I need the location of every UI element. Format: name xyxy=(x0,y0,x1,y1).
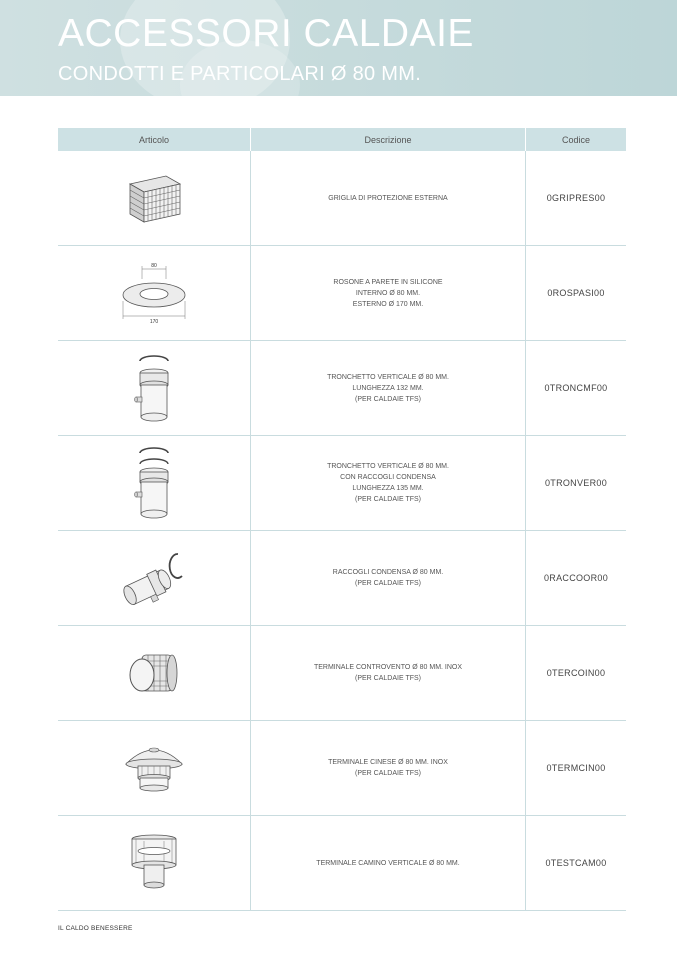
table-row xyxy=(58,341,626,436)
article-code: 0GRIPRES00 xyxy=(526,151,627,246)
description-line: (PER CALDAIE TFS) xyxy=(355,395,421,403)
article-code: 0TERMCIN00 xyxy=(526,721,627,816)
article-code: 0TRONCMF00 xyxy=(526,341,627,436)
article-image-cell xyxy=(58,341,251,436)
vertical-pipe-collector-icon xyxy=(132,444,176,522)
column-header-articolo: Articolo xyxy=(58,128,251,151)
article-description xyxy=(251,626,526,721)
windproof-terminal-icon xyxy=(124,645,184,701)
description-line: TRONCHETTO VERTICALE Ø 80 MM. xyxy=(327,373,449,381)
article-description xyxy=(251,436,526,531)
rosette-icon xyxy=(118,261,190,325)
article-image-cell xyxy=(58,626,251,721)
page-header xyxy=(0,0,677,96)
page-title: ACCESSORI CALDAIE xyxy=(58,12,474,55)
description-line: INTERNO Ø 80 MM. xyxy=(355,289,421,297)
article-description xyxy=(251,816,526,911)
article-image-cell xyxy=(58,436,251,531)
chimney-terminal-icon xyxy=(122,831,186,895)
description-line: TERMINALE CONTROVENTO Ø 80 MM. INOX xyxy=(313,664,463,671)
article-image-cell xyxy=(58,816,251,911)
column-header-descrizione: Descrizione xyxy=(251,128,526,151)
article-code: 0TERCOIN00 xyxy=(526,626,627,721)
description-line: RACCOGLI CONDENSA Ø 80 MM. xyxy=(332,569,444,576)
article-image-cell xyxy=(58,151,251,246)
grille-icon xyxy=(122,170,186,226)
article-description xyxy=(251,531,526,626)
description-line: ROSONE A PARETE IN SILICONE xyxy=(333,278,443,286)
description-line: TERMINALE CAMINO VERTICALE Ø 80 MM. xyxy=(316,859,460,867)
table-row xyxy=(58,246,626,341)
description-line: (PER CALDAIE TFS) xyxy=(355,580,421,587)
description-line: GRIGLIA DI PROTEZIONE ESTERNA xyxy=(328,194,448,202)
article-description xyxy=(251,341,526,436)
article-code: 0TRONVER00 xyxy=(526,436,627,531)
description-line: (PER CALDAIE TFS) xyxy=(355,770,421,777)
table-row xyxy=(58,531,626,626)
article-code: 0RACCOOR00 xyxy=(526,531,627,626)
article-code: 0TESTCAM00 xyxy=(526,816,627,911)
accessories-table xyxy=(58,128,626,911)
article-code: 0ROSPASI00 xyxy=(526,246,627,341)
condensate-collector-icon xyxy=(112,546,196,610)
article-image-cell xyxy=(58,246,251,341)
article-description xyxy=(251,151,526,246)
description-line: LUNGHEZZA 132 MM. xyxy=(352,384,424,392)
description-line: (PER CALDAIE TFS) xyxy=(355,675,421,682)
description-line: ESTERNO Ø 170 MM. xyxy=(352,300,424,308)
chinese-terminal-icon xyxy=(122,740,186,796)
description-line: CON RACCOGLI CONDENSA xyxy=(340,474,436,481)
page-subtitle: CONDOTTI E PARTICOLARI Ø 80 MM. xyxy=(58,63,422,85)
description-line: TERMINALE CINESE Ø 80 MM. INOX xyxy=(328,759,448,766)
table-row xyxy=(58,436,626,531)
table-row xyxy=(58,816,626,911)
inner-diameter-label: 80 xyxy=(151,263,157,269)
article-description xyxy=(251,721,526,816)
page-footer: IL CALDO BENESSERE xyxy=(58,925,133,932)
column-header-codice: Codice xyxy=(526,128,627,151)
outer-diameter-label: 170 xyxy=(149,319,159,325)
description-line: (PER CALDAIE TFS) xyxy=(355,496,421,503)
table-row xyxy=(58,626,626,721)
description-line: TRONCHETTO VERTICALE Ø 80 MM. xyxy=(327,463,449,470)
article-image-cell xyxy=(58,531,251,626)
article-image-cell xyxy=(58,721,251,816)
description-line: LUNGHEZZA 135 MM. xyxy=(352,485,424,492)
table-header-row xyxy=(58,128,626,151)
vertical-pipe-icon xyxy=(132,351,176,425)
table-row xyxy=(58,721,626,816)
article-description xyxy=(251,246,526,341)
table-row xyxy=(58,151,626,246)
